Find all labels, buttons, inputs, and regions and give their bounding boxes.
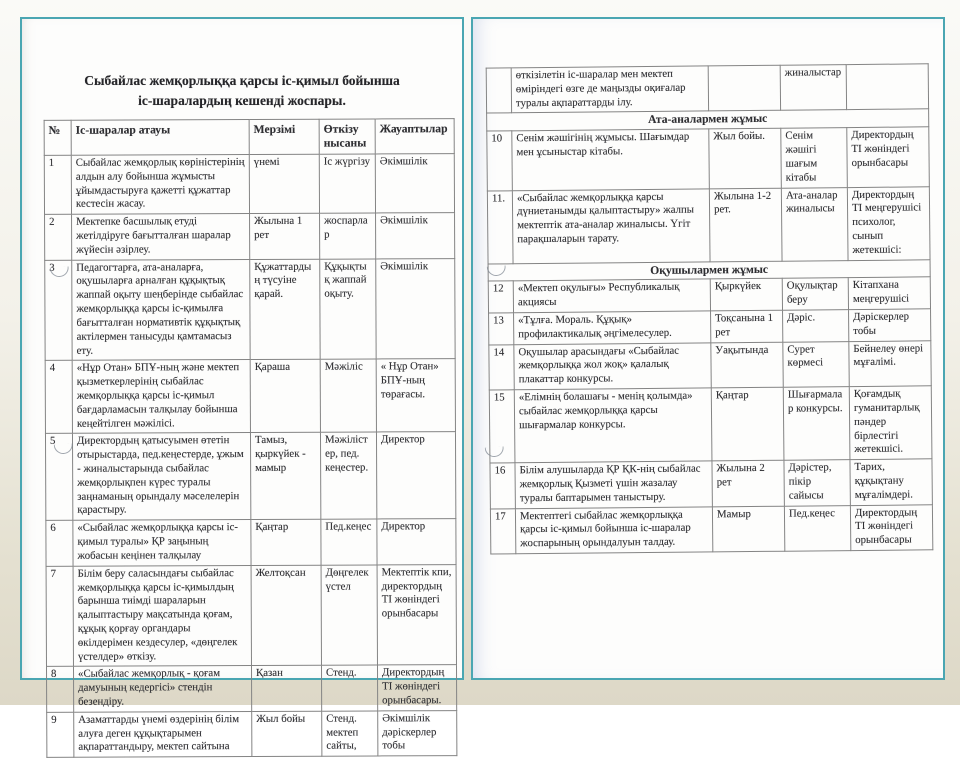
scanned-page-right (471, 17, 945, 680)
plan-table-left (44, 118, 458, 758)
row-name: «Мектеп оқулығы» Республикалық акциясы (513, 279, 710, 313)
row-resp: Директордың ТІ жөніндегі орынбасары (850, 504, 932, 550)
row-resp: Әкімшілік (375, 154, 454, 214)
row-name: Оқушылар арасындағы «Сыбайлас жемқорлыққа жол жоқ» қалалық плакаттар конкурсы. (514, 343, 711, 390)
row-name: Педагогтарға, ата-аналарға, оқушыларға арналған құқықтық жаппай оқыту шеңберінде сыбайлас жемқорлыққа қарсы іс-қимылға бағытталған нормативтік құқықтық актілермен танысуды қамтамасыз ету. (72, 259, 250, 360)
section-title: Оқушылармен жұмыс (488, 259, 930, 281)
table-row (489, 386, 932, 463)
table-row (490, 459, 932, 509)
row-name: өткізілетін іс-шаралар мен мектеп өміріндегі өзге де маңызды оқиғалар туралы ақпараттарды ілу. (511, 66, 708, 113)
table-row (490, 504, 932, 554)
row-term: Мамыр (712, 506, 784, 552)
row-name: «Сыбайлас жемқорлыққа қарсы іс- қимыл туралы» ҚР заңының жобасын кеңінен талқылау (73, 520, 251, 566)
row-name: Мектептегі сыбайлас жемқорлыққа қарсы іс-қимыл бойынша іс-шаралар жоспарының орындалуын талдау. (515, 507, 712, 554)
row-form: Оқулықтар беру (782, 278, 848, 310)
row-resp: Тарих, құқықтану мұғалімдері. (850, 459, 932, 505)
table-row (489, 340, 931, 390)
row-num: 5 (45, 434, 72, 521)
row-name: Білім беру саласындағы сыбайлас жемқорлыққа қарсы іс-қимылдың барынша тиімді шараларын қалыптастыру мақсатында қоғам, құқық қорғау органдары өкілдерімен кездесулер, «дөңгелек үстелдер» өткізу. (73, 565, 251, 666)
table-row (487, 186, 930, 263)
row-num: 16 (490, 463, 515, 509)
col-header-form: Өткізу нысаны (319, 119, 375, 154)
plan-table-right (486, 63, 934, 554)
row-term: Жыл бойы (252, 711, 322, 757)
row-num: 4 (45, 361, 72, 434)
row-form: Сенім жәшігі шағым кітабы (781, 128, 848, 188)
row-num: 9 (47, 712, 74, 758)
table-row-continuation (486, 64, 928, 114)
row-form: Стенд. (321, 665, 377, 711)
row-form: Ата-аналар жиналысы (781, 187, 848, 261)
row-resp: Дәріскерлер тобы (849, 309, 931, 341)
row-resp: Әкімшілік (376, 213, 455, 259)
row-term: Жыл бойы. (709, 128, 782, 188)
row-name: Сенім жәшігінің жұмысы. Шағымдар мен ұсыныстар кітабы. (512, 129, 710, 190)
row-num: 14 (489, 344, 514, 390)
row-form: Дәрістер, пікір сайысы (784, 460, 850, 506)
table-row (44, 154, 454, 215)
row-name: Мектепке басшылық етуді жетілдіруге бағытталған шаралар жүйесін әзірлеу. (72, 214, 250, 260)
col-header-num: № (44, 120, 71, 155)
row-name: Директордың қатысуымен өтетін отырыстарда, пед.кеңестерде, ұжым - жиналыстарында сыбайлас жемқорлықпен күрес туралы заңнаманың орындалу мәселелерін қарастыру. (72, 433, 250, 521)
table-row (46, 665, 456, 712)
table-row (45, 258, 455, 360)
table-row (489, 309, 931, 345)
col-header-name: Іс-шаралар атауы (71, 120, 249, 156)
row-term: Уақытында (711, 342, 783, 388)
row-num: 1 (44, 155, 71, 214)
row-num: 15 (489, 390, 515, 463)
row-term: Желтоқсан (251, 565, 321, 666)
row-resp: Директордың ТІ жөніндегі орынбасары. (377, 665, 456, 711)
row-form: Мәжілістер, пед. кеңестер. (320, 432, 376, 519)
row-num: 7 (46, 566, 73, 667)
document-title-line1: Сыбайлас жемқорлыққа қарсы іс-қимыл бойынша (84, 73, 400, 88)
row-resp: Әкімшілік (376, 258, 455, 359)
row-name: «Тұлға. Мораль. Құқық» профилактикалық әңгімелесулер. (514, 311, 711, 345)
row-num (486, 68, 511, 114)
table-row (45, 213, 455, 260)
col-header-term: Мерзімі (249, 119, 319, 154)
row-resp: Директор (376, 432, 455, 519)
row-form: жиналыстар (780, 65, 846, 111)
row-term: Қараша (250, 360, 320, 433)
row-resp: Мектептік кпи, директордың ТІ жөніндегі орынбасары (377, 564, 456, 665)
row-num: 6 (46, 521, 73, 567)
row-term: Жылына 2 рет (712, 460, 784, 506)
table-row (45, 432, 455, 521)
row-term: Құжаттардың түсуіне қарай. (250, 259, 320, 360)
row-term: Тамыз, қыркүйек - мамыр (250, 433, 320, 520)
row-form: Пед.кеңес (784, 505, 850, 551)
row-term: Тоқсанына 1 рет (711, 310, 783, 342)
row-resp: Кітапхана меңгерушісі (848, 277, 930, 309)
row-term: үнемі (249, 154, 319, 214)
table-row (46, 519, 456, 566)
row-form: Дөңгелек үстел (321, 565, 377, 666)
row-name: Азаматтарды үнемі өздерінің білім алуға деген құқықтарымен ақпараттандыру, мектеп сайтына (74, 711, 252, 757)
section-title: Ата-аналармен жұмыс (487, 109, 929, 131)
row-resp: Әкімшілік дәріскерлер тобы (378, 711, 457, 757)
row-name: «Сыбайлас жемқорлыққа қарсы дүниетанымды қалыптастыру» жалпы мектептік ата-аналар жиналысы. Үгіт парақшаларын тарату. (512, 188, 710, 263)
table-header-row (44, 119, 454, 156)
row-form: Дәріс. (783, 310, 849, 342)
row-num: 11. (487, 190, 513, 263)
table-row (487, 127, 930, 190)
row-term: Қазан (251, 666, 321, 712)
document-title-line2: іс-шаралардың кешенді жоспары. (138, 92, 346, 108)
row-form: Сурет көрмесі (783, 341, 849, 387)
row-form: Пед.кеңес (321, 519, 377, 565)
table-row (46, 564, 456, 666)
row-name: «Нұр Отан» БПҰ-ның және мектеп қызметкерлерінің сыбайлас жемқорлыққа қарсы іс-қимыл бағдарламасын талқылау бойынша кеңейтілген мәжілісі. (72, 360, 250, 434)
document-title (22, 71, 462, 110)
row-term: Жылына 1-2 рет. (709, 188, 782, 262)
row-resp (846, 64, 928, 110)
row-form: жоспарлар (320, 213, 376, 259)
col-header-resp: Жауаптылар (375, 119, 454, 154)
row-num: 10 (487, 131, 513, 190)
row-term: Қаңтар (251, 520, 321, 566)
row-num: 12 (488, 281, 513, 313)
row-resp: Бейнелеу өнері мұғалімі. (849, 340, 931, 386)
row-name: «Сыбайлас жемқорлық - қоғам дамуының кедергісі» стендін безендіру. (73, 666, 251, 712)
table-row (488, 277, 930, 313)
row-resp: Қоғамдық гуманитарлық пәндер бірлестігі жетекшісі. (849, 386, 932, 460)
row-name: Сыбайлас жемқорлық көріністерінің алдын алу бойынша жұмысты ұйымдастыруға қажетті құжаттар кестесін жасау. (71, 155, 249, 215)
table-row (47, 711, 457, 758)
row-term: Қаңтар (711, 387, 784, 461)
row-form: Құқықтық жаппай оқыту. (320, 259, 376, 360)
row-resp: Директордың ТІ меңгерушісі психолог, сынып жетекшісі: (847, 186, 930, 260)
row-form: Шығармалар конкурсы. (783, 387, 850, 461)
row-resp: « Нұр Отан» БПҰ-ның төрағасы. (376, 359, 455, 432)
row-name: Білім алушыларда ҚР ҚК-нің сыбайлас жемқорлық Қызметі үшін жазалау туралы баптарымен таныстыру. (515, 461, 712, 508)
row-term: Жылына 1 рет (250, 214, 320, 260)
row-num: 3 (45, 260, 72, 361)
row-form: Мәжіліс (320, 359, 376, 432)
row-name: «Елімнің болашағы - менің қолымда» сыбайлас жемқорлыққа қарсы шығармалар конкурсы. (514, 388, 712, 463)
row-resp: Директордың ТІ жөніндегі орынбасары (847, 127, 930, 187)
row-num: 13 (489, 313, 514, 345)
row-term (708, 65, 780, 111)
row-resp: Директор (377, 519, 456, 565)
row-form: Іс жүргізу (319, 154, 375, 213)
row-num: 2 (45, 215, 72, 261)
table-row (45, 359, 455, 434)
scanned-page-left (20, 17, 464, 754)
row-term: Қыркүйек (710, 279, 782, 311)
row-num: 8 (46, 667, 73, 713)
row-num: 17 (490, 508, 515, 554)
row-form: Стенд. мектеп сайты, (322, 711, 378, 757)
